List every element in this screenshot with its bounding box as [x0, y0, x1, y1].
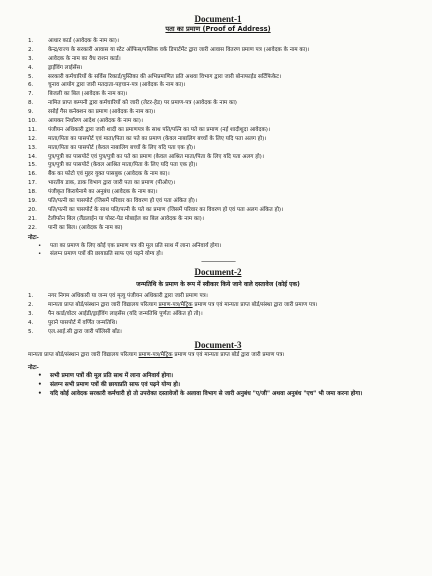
- list-item: 18. पंजीकृत किरायेनामे का अनुबंध (आवेदक के नाम का)।: [28, 189, 158, 196]
- list-item: 16. बैंक का फोटो एवं मुहर युक्त पासबुक (आवेदक के नाम का)।: [28, 171, 170, 178]
- note-item: • सभी प्रमाण पत्रों की मूल प्रति साथ में लाना अनिवार्य होगा।: [38, 373, 174, 380]
- list-item: 21. टेलीफोन बिल (लैंडलाईन या पोस्ट-पेड मोबाईल का बिल आवेदक के नाम का)।: [28, 215, 204, 222]
- doc3-notes: [38, 372, 408, 399]
- doc2-list: [28, 293, 408, 336]
- list-item: 10. आयकर निर्धारण आदेश (आवेदक के नाम का)।: [28, 118, 143, 125]
- note-item: • संलग्न प्रमाण पत्रों की छायाप्रति साफ एवं पढ़ने योग्य हो।: [38, 251, 163, 258]
- list-item: 5. सरकारी कर्मचारियों के सर्विस रिकार्ड/पुस्तिका की अभिप्रमाणित प्रति अथवा विभाग द्वारा जारी बोनाफाईड सर्टिफिकेट।: [28, 73, 282, 80]
- doc1-subheading: पता का प्रमाण (Proof of Address): [165, 25, 271, 33]
- bullet-icon: •: [38, 373, 42, 380]
- doc1-notes: [38, 242, 408, 258]
- list-item: 9. रसोई गैस कनेक्शन का प्रमाण (आवेदक के नाम का)।: [28, 109, 156, 116]
- bullet-icon: •: [38, 251, 42, 258]
- bullet-icon: •: [38, 391, 42, 398]
- bullet-icon: •: [38, 243, 42, 250]
- list-item: 13. माता/पिता का पासपोर्ट (केवल नाबालिग बच्चों के लिए यदि पता एक हो)।: [28, 144, 196, 151]
- doc3-heading: Document-3: [194, 340, 242, 351]
- doc3-note-label: नोटः-: [28, 365, 39, 372]
- note-item: • यदि कोई आवेदक सरकारी कर्मचारी हो तो उपरोक्त दस्तावेजों के अलावा विभाग से जारी अनुबंध "ए/जी" अथवा अनुबंध "एच" भी जमा करना होगा।: [38, 391, 363, 398]
- list-item: 8. नामित प्राप्त कम्पनी द्वारा कर्मचारियों को जारी (लेटर-हेड) पर प्रमाण-पत्र (आवेदक के नाम का): [28, 100, 237, 107]
- list-item: 2. केन्द्र/राज्य के सरकारी आवास या स्टेट ऑफिस/पब्लिक वर्क डिपार्टमेंट द्वारा जारी आवास वितरण प्रमाण पत्र (आवेदक के नाम का)।: [28, 46, 310, 53]
- note-item: • संलग्न सभी प्रमाण पत्रों की छायाप्रति साफ एवं पढ़ने योग्य हो।: [38, 382, 181, 389]
- list-item: 12. माता/पिता का पासपोर्ट एवं माता/पिता का पते का प्रमाण (केवल नाबालिग बच्चों के लिए यदि पता अलग हो)।: [28, 135, 267, 142]
- list-item: 3. पैन कार्ड/वोटर आईडी/ड्राईविंग लाइसेंस (यदि जन्मतिथि पूर्णतः अंकित हो तो)।: [28, 310, 203, 317]
- list-item: 17. भारतीय डाक, डाक विभाग द्वारा जारी पता का प्रमाण (पीओए)।: [28, 180, 176, 187]
- list-item: 2. मान्यता प्राप्त बोर्ड/संस्थान द्वारा जारी विद्यालय परित्याग प्रमाण-पत्र/मैट्रिक प्रमाण पत्र एवं मान्यता प्राप्त बोर्ड/संस्था द्वारा जारी प्रमाण पत्र।: [28, 302, 318, 309]
- list-item: 11. पंजीयन अधिकारी द्वारा जारी शादी का प्रमाणपत्र के साथ पति/पत्नि का पते का प्रमाण (नई शादीशुदा आवेदक)।: [28, 126, 271, 133]
- list-item: 1. नगर निगम अधिकारी या जन्म एवं मृत्यु पंजीयन अधिकारी द्वारा जारी प्रमाण पत्र।: [28, 293, 208, 300]
- note-item: • पता का प्रमाण के लिए कोई एक प्रमाण पत्र की मूल प्रति साथ में लाना अनिवार्य होगा।: [38, 243, 222, 250]
- doc1-note-label: नोटः-: [28, 235, 39, 242]
- doc3-text: मान्यता प्राप्त बोर्ड/संस्थान द्वारा जारी विद्यालय परित्याग प्रमाण-पत्र/मैट्रिक प्रमाण पत्र एवं मान्यता प्राप्त बोर्ड द्वारा जारी प्रमाण पत्र।: [28, 352, 285, 359]
- list-item: 1. आधार कार्ड (आवेदक के नाम का)।: [28, 38, 120, 44]
- doc1-list: [28, 38, 408, 232]
- list-item: 7. बिजली का बिल (आवेदक के नाम का)।: [28, 91, 128, 98]
- list-item: 15. पुत्र/पुत्री का पासपोर्ट (केवल आश्रित माता/पिता के लिए यदि पता एक हो)।: [28, 162, 198, 169]
- doc2-intro: जन्मतिथि के प्रमाण के रूप में स्वीकार किये जाने वाले दस्तावेज (कोई एक): [136, 281, 300, 289]
- section-divider: -----------------------------: [201, 258, 235, 266]
- list-item: 6. चुनाव आयोग द्वारा जारी मतदाता-पहचान-पत्र (आवेदक के नाम का)।: [28, 82, 186, 89]
- list-item: 4. ड्राईविंग लाईसेंस।: [28, 64, 83, 71]
- list-item: 22. पानी का बिल। (आवेदक के नाम का): [28, 224, 123, 231]
- doc1-heading: Document-1: [194, 14, 242, 24]
- bullet-icon: •: [38, 382, 42, 389]
- list-item: 14. पुत्र/पुत्री का पासपोर्ट एवं पुत्र/पुत्री का पते का प्रमाण (केवल आश्रित माता/पिता के लिए यदि पता अलग हो)।: [28, 153, 264, 160]
- doc2-heading: Document-2: [194, 267, 242, 278]
- list-item: 20. पति/पत्नी का पासपोर्ट के साथ पति/पत्नी के पते का प्रमाण (जिसमें परिवार का विवरण हो एवं पता अलग अंकित हो)।: [28, 206, 284, 213]
- list-item: 5. एल.आई.सी द्वारा जारी पॉलिसी बॉंड।: [28, 328, 122, 335]
- list-item: 19. पति/पत्नी का पासपोर्ट (जिसमें परिवार का विवरण हो एवं पता अंकित हो)।: [28, 198, 198, 205]
- list-item: 3. आवेदक के नाम का वैध राशन कार्ड।: [28, 55, 121, 62]
- list-item: 4. पुराने पासपोर्ट में वर्णित जन्मतिथि।: [28, 319, 118, 326]
